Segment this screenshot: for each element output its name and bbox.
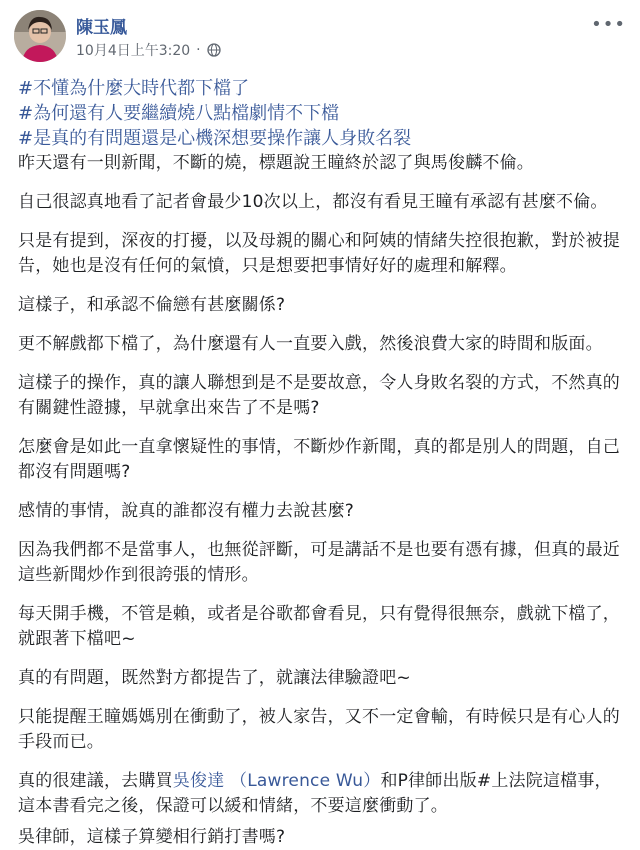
globe-icon[interactable] [207, 43, 221, 57]
recommend-text-before: 真的很建議，去購買 [18, 771, 173, 791]
paragraph-1: 昨天還有一則新聞，不斷的燒，標題說王瞳終於認了與馬俊麟不倫。 [18, 153, 534, 173]
post-meta [76, 40, 221, 60]
avatar-photo [14, 10, 66, 62]
post-timestamp[interactable]: 10月4日上午3:20 [76, 43, 191, 59]
post-header [14, 10, 626, 70]
hashtag-1[interactable]: #不懂為什麼大時代都下檔了 [18, 78, 250, 99]
paragraph-9: 因為我們都不是當事人，也無從評斷，可是講話不是也要有憑有據，但真的最近這些新聞炒作到很誇張的情形。 [18, 540, 620, 585]
paragraph-8: 感情的事情，說真的誰都沒有權力去說甚麼? [18, 501, 355, 521]
avatar[interactable] [14, 10, 66, 62]
meta-separator: · [196, 42, 201, 58]
paragraph-5: 更不解戲都下檔了，為什麼還有人一直要入戲，然後浪費大家的時間和版面。 [18, 334, 603, 354]
hashtag-2[interactable]: #為何還有人要繼續燒八點檔劇情不下檔 [18, 103, 340, 124]
author-name[interactable]: 陳玉鳳 [76, 18, 127, 38]
more-options-icon[interactable]: ••• [591, 14, 626, 35]
hashtag-3[interactable]: #是真的有問題還是心機深想要操作讓人身敗名裂 [18, 128, 412, 149]
paragraph-7: 怎麼會是如此一直拿懷疑性的事情，不斷炒作新聞，真的都是別人的問題，自己都沒有問題嗎? [18, 437, 620, 482]
paragraph-closing: 吳律師，這樣子算變相行銷打書嗎? [18, 827, 286, 847]
paragraph-10: 每天開手機，不管是賴，或者是谷歌都會看見，只有覺得很無奈，戲就下檔了，就跟著下檔吧~ [18, 604, 620, 649]
paragraph-3: 只是有提到，深夜的打擾，以及母親的關心和阿姨的情緒失控很抱歉，對於被提告，她也是沒有任何的氣憤，只是想要把事情好好的處理和解釋。 [18, 231, 620, 276]
paragraph-6: 這樣子的操作，真的讓人聯想到是不是要故意，令人身敗名裂的方式，不然真的有關鍵性證據，早就拿出來告了不是嗎? [18, 373, 620, 418]
paragraph-recommend [18, 769, 624, 819]
paragraph-12: 只能提醒王瞳媽媽別在衝動了，被人家告，又不一定會輸，有時候只是有心人的手段而已。 [18, 707, 620, 752]
recommend-text-after: 和P律師出版#上法院這檔事，這本書看完之後，保證可以緩和情緒，不要這麼衝動了。 [18, 771, 612, 816]
paragraph-2: 自己很認真地看了記者會最少10次以上，都沒有看見王瞳有承認有甚麼不倫。 [18, 192, 608, 212]
paragraph-11: 真的有問題，既然對方都提告了，就讓法律驗證吧~ [18, 668, 411, 688]
post-body [18, 76, 624, 850]
lawyer-profile-link[interactable]: 吳俊達 （Lawrence Wu） [172, 771, 381, 791]
paragraph-4: 這樣子，和承認不倫戀有甚麼關係? [18, 295, 286, 315]
